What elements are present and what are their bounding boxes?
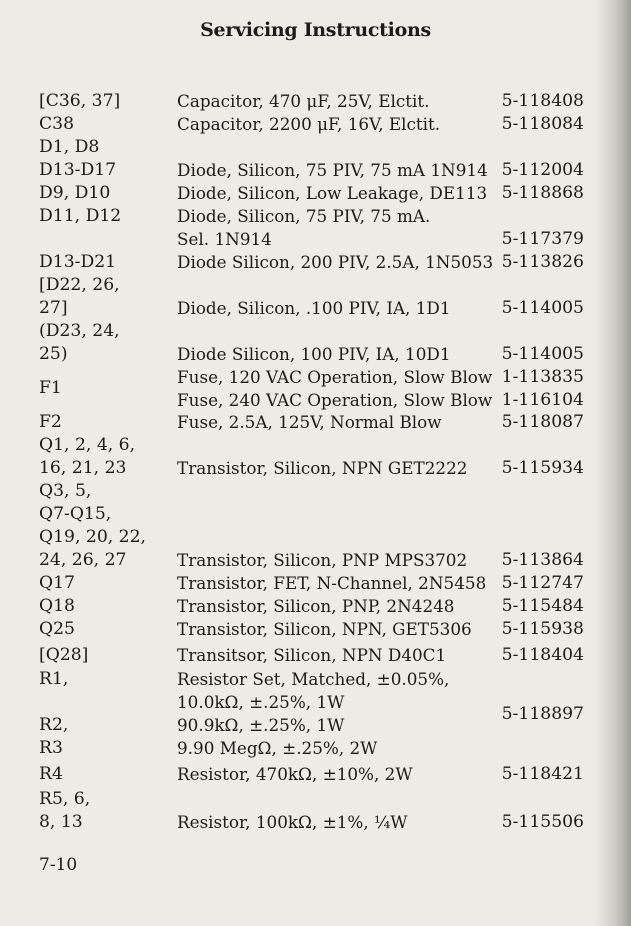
part-description: 90.9kΩ, ±.25%, 1W xyxy=(177,715,345,735)
part-number: 5-118084 xyxy=(501,114,584,134)
part-number: 1-116104 xyxy=(501,390,584,410)
part-number: 5-118868 xyxy=(501,183,584,203)
ref-designator: Q1, 2, 4, 6, xyxy=(39,435,136,455)
ref-designator: F1 xyxy=(39,378,62,398)
ref-designator: [D22, 26, xyxy=(39,275,120,295)
part-number: 5-118404 xyxy=(501,645,584,665)
ref-designator: R4 xyxy=(39,764,63,784)
ref-designator: Q25 xyxy=(39,619,75,639)
part-number: 1-113835 xyxy=(501,367,584,387)
part-description: Transistor, Silicon, PNP MPS3702 xyxy=(177,550,468,570)
part-number: 5-117379 xyxy=(501,229,584,249)
page-title: Servicing Instructions xyxy=(200,19,431,41)
part-number: 5-115938 xyxy=(501,619,584,639)
page-edge-shadow xyxy=(595,0,631,926)
ref-designator: 24, 26, 27 xyxy=(39,550,127,570)
part-description: Diode Silicon, 200 PIV, 2.5A, 1N5053 xyxy=(177,252,494,272)
part-number: 5-118408 xyxy=(501,91,584,111)
ref-designator: D9, D10 xyxy=(39,183,111,203)
part-description: 10.0kΩ, ±.25%, 1W xyxy=(177,692,345,712)
ref-designator: Q18 xyxy=(39,596,75,616)
part-number: 5-114005 xyxy=(501,344,584,364)
part-description: Transistor, Silicon, NPN, GET5306 xyxy=(177,619,472,639)
ref-designator: (D23, 24, xyxy=(39,321,120,341)
part-number: 5-118087 xyxy=(501,412,584,432)
ref-designator: R5, 6, xyxy=(39,789,91,809)
ref-designator: Q7-Q15, xyxy=(39,504,112,524)
part-description: Diode, Silicon, 75 PIV, 75 mA 1N914 xyxy=(177,160,488,180)
part-number: 5-113864 xyxy=(501,550,584,570)
part-description: Fuse, 240 VAC Operation, Slow Blow xyxy=(177,390,493,410)
part-number: 5-114005 xyxy=(501,298,584,318)
ref-designator: R2, xyxy=(39,715,69,735)
part-description: Capacitor, 2200 μF, 16V, Elctit. xyxy=(177,114,441,134)
part-description: Transistor, Silicon, PNP, 2N4248 xyxy=(177,596,455,616)
ref-designator: D13-D17 xyxy=(39,160,117,180)
part-description: Resistor Set, Matched, ±0.05%, xyxy=(177,669,450,689)
part-description: 9.90 MegΩ, ±.25%, 2W xyxy=(177,738,378,758)
ref-designator: 8, 13 xyxy=(39,812,83,832)
part-number: 5-115506 xyxy=(501,812,584,832)
ref-designator: Q3, 5, xyxy=(39,481,92,501)
page-number: 7-10 xyxy=(39,855,78,875)
ref-designator: [C36, 37] xyxy=(39,91,121,111)
part-description: Resistor, 100kΩ, ±1%, ¼W xyxy=(177,812,408,832)
ref-designator: D1, D8 xyxy=(39,137,100,157)
part-description: Transistor, FET, N-Channel, 2N5458 xyxy=(177,573,487,593)
ref-designator: 27] xyxy=(39,298,68,318)
part-description: Diode Silicon, 100 PIV, IA, 10D1 xyxy=(177,344,451,364)
part-description: Diode, Silicon, Low Leakage, DE113 xyxy=(177,183,488,203)
part-description: Transitsor, Silicon, NPN D40C1 xyxy=(177,645,447,665)
part-number: 5-112747 xyxy=(501,573,584,593)
part-description: Fuse, 2.5A, 125V, Normal Blow xyxy=(177,412,442,432)
part-description: Diode, Silicon, 75 PIV, 75 mA. xyxy=(177,206,431,226)
part-number: 5-118421 xyxy=(501,764,584,784)
ref-designator: D13-D21 xyxy=(39,252,117,272)
part-description: Sel. 1N914 xyxy=(177,229,272,249)
part-number: 5-115484 xyxy=(501,596,584,616)
part-number: 5-113826 xyxy=(501,252,584,272)
part-description: Fuse, 120 VAC Operation, Slow Blow xyxy=(177,367,493,387)
ref-designator: 16, 21, 23 xyxy=(39,458,127,478)
ref-designator: [Q28] xyxy=(39,645,89,665)
part-description: Transistor, Silicon, NPN GET2222 xyxy=(177,458,468,478)
ref-designator: D11, D12 xyxy=(39,206,122,226)
ref-designator: C38 xyxy=(39,114,75,134)
part-number: 5-112004 xyxy=(501,160,584,180)
ref-designator: R1, xyxy=(39,669,69,689)
ref-designator: 25) xyxy=(39,344,68,364)
part-description: Capacitor, 470 μF, 25V, Elctit. xyxy=(177,91,430,111)
part-number: 5-118897 xyxy=(501,704,584,724)
ref-designator: F2 xyxy=(39,412,62,432)
ref-designator: R3 xyxy=(39,738,63,758)
part-number: 5-115934 xyxy=(501,458,584,478)
ref-designator: Q19, 20, 22, xyxy=(39,527,147,547)
part-description: Diode, Silicon, .100 PIV, IA, 1D1 xyxy=(177,298,451,318)
part-description: Resistor, 470kΩ, ±10%, 2W xyxy=(177,764,413,784)
ref-designator: Q17 xyxy=(39,573,75,593)
